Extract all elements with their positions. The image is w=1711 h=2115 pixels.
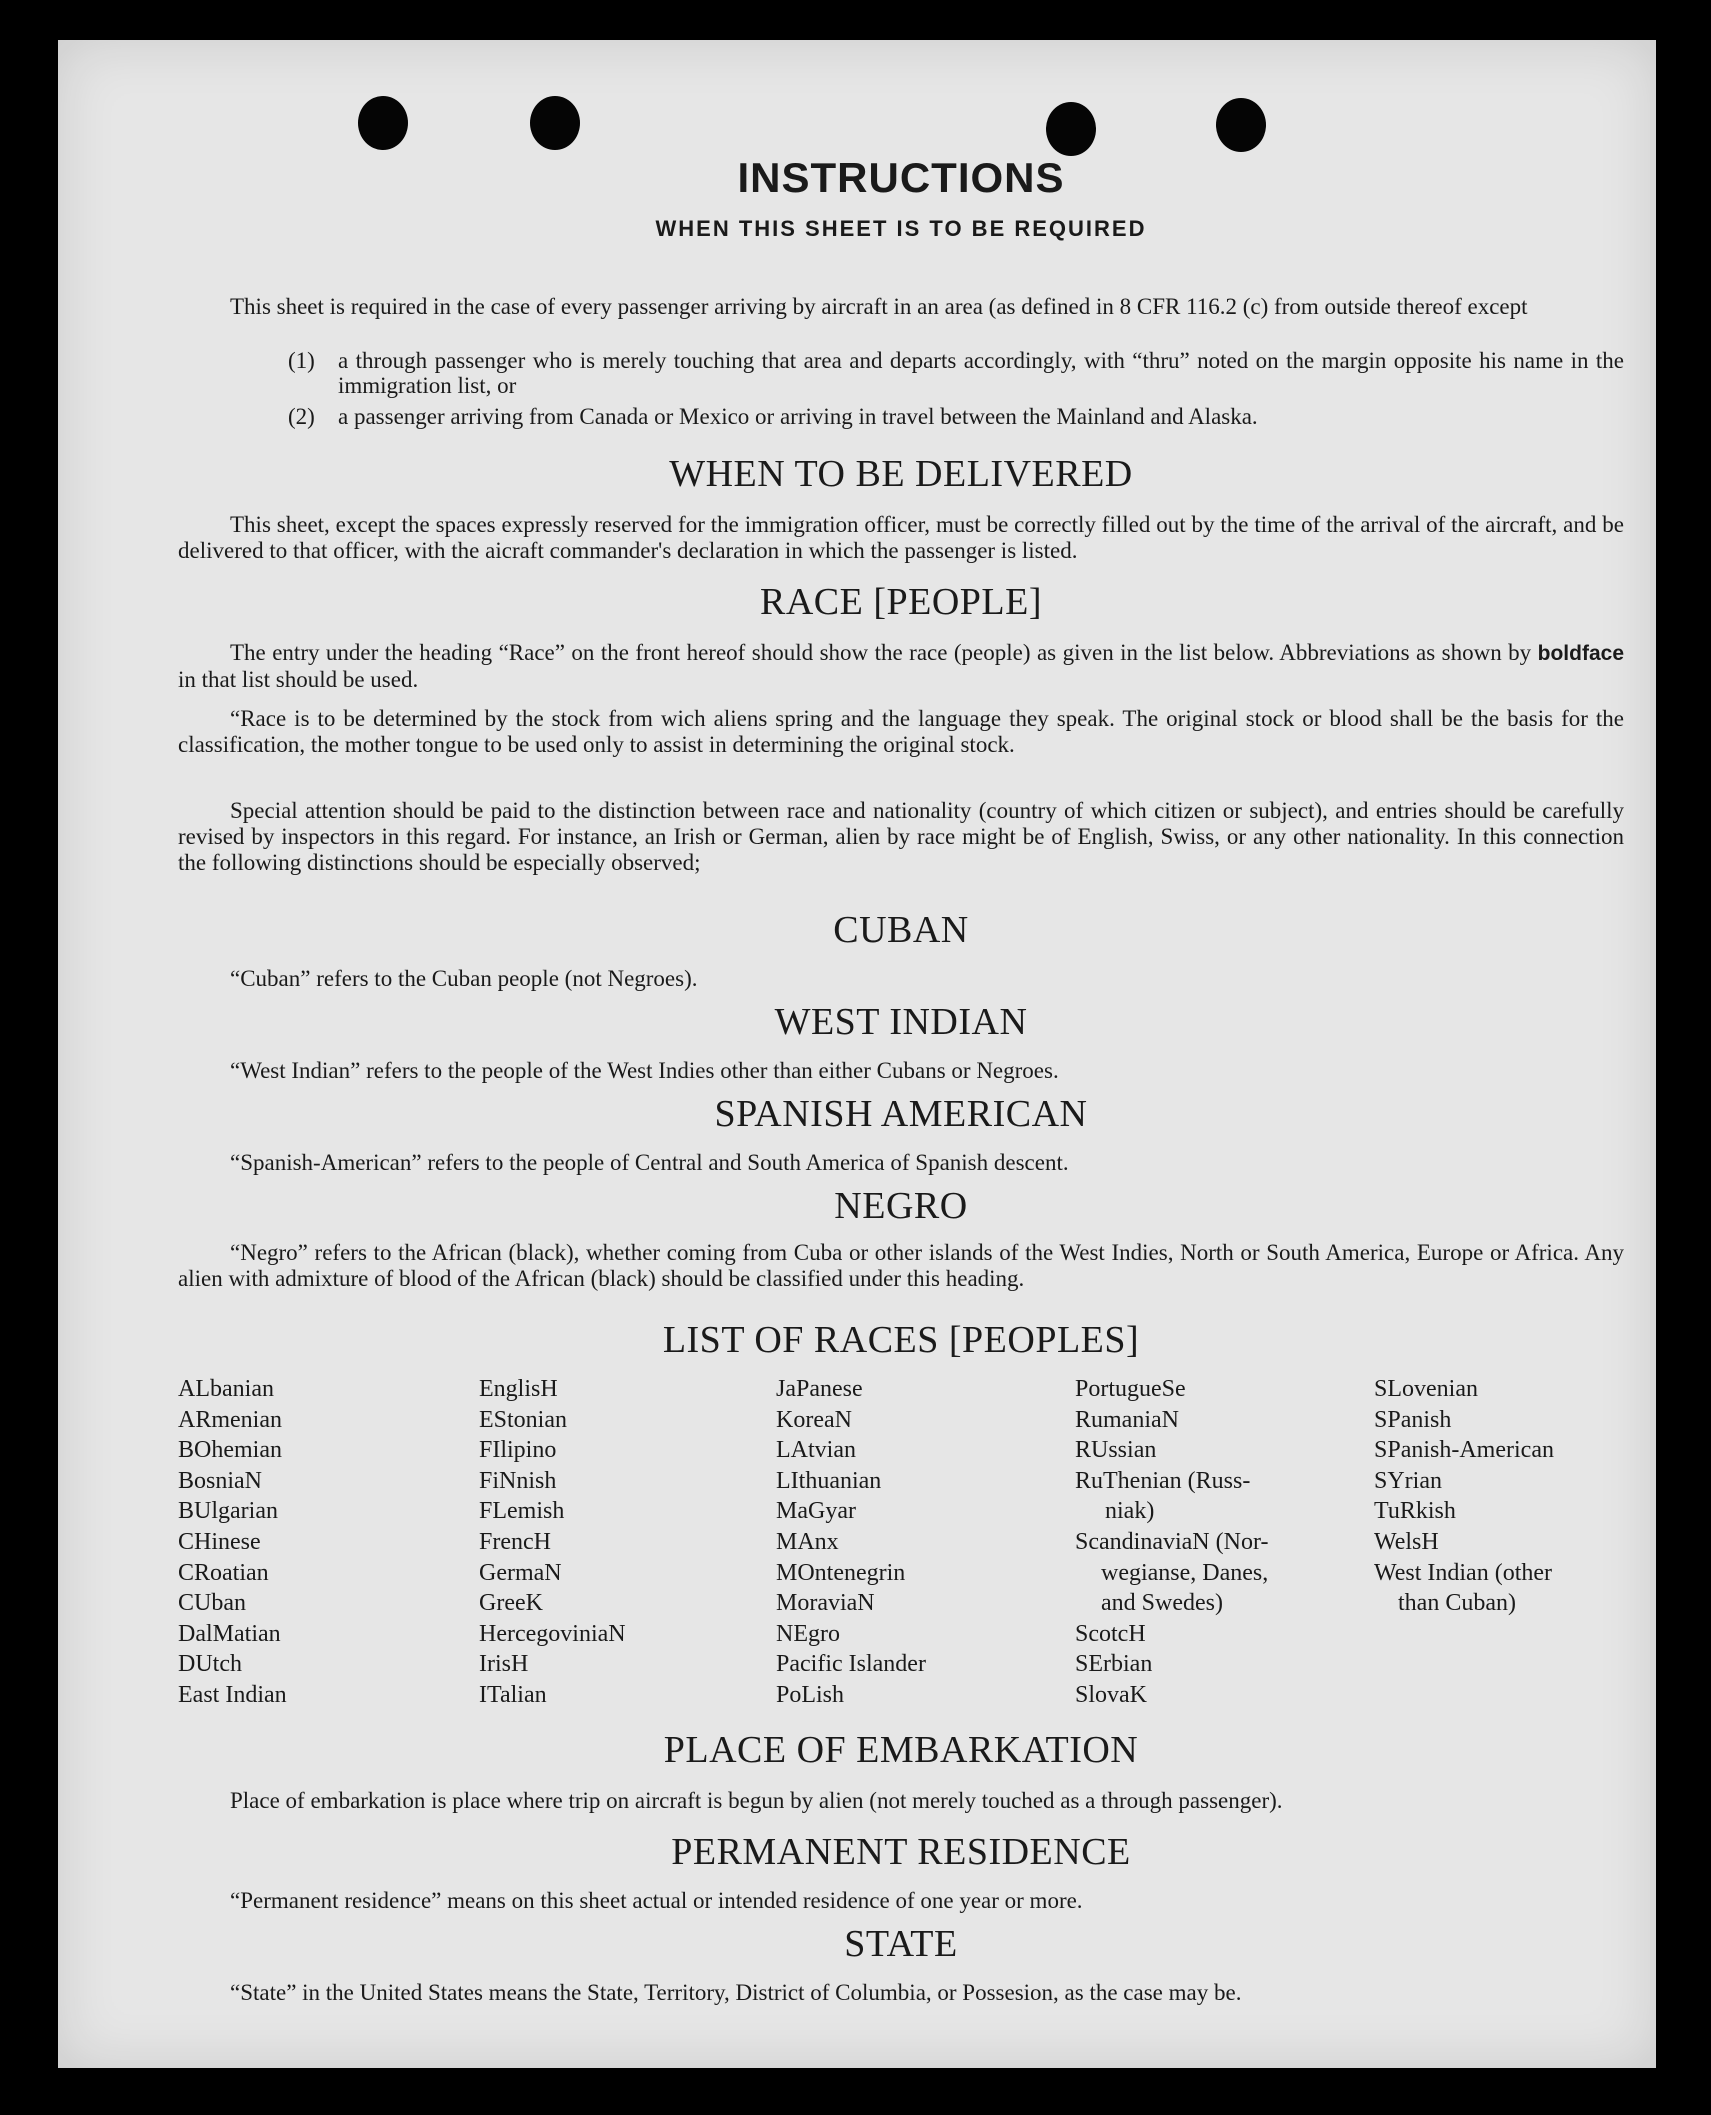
- section-heading-delivered: WHEN TO BE DELIVERED: [669, 453, 1133, 495]
- race-entry: BUlgarian: [178, 1498, 278, 1525]
- punch-hole: [530, 96, 580, 150]
- required-item-1: a through passenger who is merely touching that area and departs accordingly, with “thru” noted on the margin opposite his name in the immigration list, or: [338, 348, 1624, 398]
- race-entry: West Indian (other: [1374, 1559, 1553, 1586]
- state-text: “State” in the United States means the State, Territory, District of Columbia, or Possesion, as the case may be.: [230, 1980, 1242, 2005]
- race-entry: BosniaN: [178, 1467, 262, 1494]
- race-entry: JaPanese: [776, 1376, 863, 1402]
- race-entry: FiNnish: [479, 1467, 557, 1494]
- races-column-5: [1374, 1374, 1554, 1619]
- race-entry: East Indian: [178, 1681, 287, 1708]
- embarkation-text: Place of embarkation is place where trip on aircraft is begun by alien (not merely touched as a through passenger).: [230, 1788, 1283, 1813]
- races-column-1: [178, 1374, 287, 1711]
- race-entry: WelsH: [1374, 1528, 1439, 1555]
- race-entry: ARmenian: [178, 1406, 282, 1433]
- race-entry: LIthuanian: [776, 1467, 882, 1494]
- delivered-text: This sheet, except the spaces expressly reserved for the immigration officer, must be correctly filled out by the time of the arrival of the aircraft, and be delivered to that officer, with the aicraft commander's declaration in which the passenger is listed.: [178, 512, 1624, 563]
- race-entry: SYrian: [1374, 1467, 1442, 1494]
- race-entry: SlovaK: [1075, 1681, 1147, 1708]
- race-entry: Pacific Islander: [776, 1651, 926, 1678]
- race-entry: MoraviaN: [776, 1590, 875, 1617]
- race-entry: MOntenegrin: [776, 1559, 906, 1586]
- race-entry: ITalian: [479, 1681, 547, 1708]
- section-heading-spanish-american: SPANISH AMERICAN: [714, 1093, 1088, 1135]
- race-entry: CUban: [178, 1590, 246, 1617]
- race-entry: ALbanian: [178, 1376, 274, 1402]
- race-entry: RUssian: [1075, 1437, 1157, 1464]
- required-item-2: a passenger arriving from Canada or Mexico or arriving in travel between the Mainland and Alaska.: [338, 404, 1258, 429]
- race-entry: SPanish-American: [1374, 1437, 1554, 1464]
- race-entry: ScotcH: [1075, 1620, 1146, 1647]
- races-column-2: [479, 1374, 626, 1711]
- race-entry: DUtch: [178, 1651, 242, 1678]
- race-entry: wegianse, Danes,: [1101, 1559, 1269, 1586]
- race-entry: SErbian: [1075, 1651, 1153, 1678]
- race-entry: CRoatian: [178, 1559, 269, 1586]
- section-heading-list-of-races: LIST OF RACES [PEOPLES]: [662, 1319, 1140, 1361]
- cuban-text: “Cuban” refers to the Cuban people (not Negroes).: [230, 966, 698, 991]
- race-entry: HercegoviniaN: [479, 1620, 626, 1647]
- race-entry: KoreaN: [776, 1406, 852, 1433]
- race-entry: SPanish: [1374, 1406, 1452, 1433]
- race-entry: GreeK: [479, 1590, 543, 1617]
- race-entry: FLemish: [479, 1498, 565, 1525]
- race-entry: PoLish: [776, 1681, 845, 1708]
- section-heading-embarkation: PLACE OF EMBARKATION: [663, 1729, 1139, 1771]
- section-heading-residence: PERMANENT RESIDENCE: [671, 1831, 1131, 1873]
- race-paragraph-1: The entry under the heading “Race” on the front hereof should show the race (people) as given in the list below. Abbreviations as shown by boldface in that list should be used.: [178, 640, 1625, 692]
- race-entry: RuThenian (Russ-: [1075, 1467, 1251, 1494]
- punch-hole: [358, 96, 408, 150]
- race-entry: IrisH: [479, 1651, 529, 1678]
- section-heading-west-indian: WEST INDIAN: [774, 1001, 1028, 1043]
- section-heading-race: RACE [PEOPLE]: [760, 581, 1042, 623]
- race-entry: EStonian: [479, 1406, 567, 1433]
- required-intro: This sheet is required in the case of every passenger arriving by aircraft in an area (as defined in 8 CFR 116.2 (c) from outside thereof except: [230, 294, 1528, 319]
- race-entry: SLovenian: [1374, 1376, 1478, 1402]
- race-entry: BOhemian: [178, 1437, 282, 1464]
- document-sheet: [58, 40, 1656, 2068]
- punch-hole: [1046, 102, 1096, 156]
- race-entry: PortugueSe: [1075, 1376, 1186, 1402]
- list-item-number: (2): [288, 404, 315, 429]
- section-heading-state: STATE: [844, 1923, 958, 1965]
- west-indian-text: “West Indian” refers to the people of the West Indies other than either Cubans or Negroes.: [230, 1058, 1059, 1083]
- list-item-number: (1): [288, 348, 315, 373]
- page-subtitle: WHEN THIS SHEET IS TO BE REQUIRED: [655, 216, 1147, 241]
- race-entry: DalMatian: [178, 1620, 281, 1647]
- race-entry: EnglisH: [479, 1376, 558, 1402]
- race-entry: and Swedes): [1101, 1590, 1223, 1617]
- section-heading-cuban: CUBAN: [833, 909, 969, 951]
- race-entry: NEgro: [776, 1620, 840, 1647]
- race-paragraph-2: “Race is to be determined by the stock from wich aliens spring and the language they speak. The original stock or blood shall be the basis for the classification, the mother tongue to be used only to assist in determining the original stock.: [178, 706, 1624, 757]
- race-entry: LAtvian: [776, 1437, 856, 1464]
- race-entry: niak): [1105, 1498, 1155, 1525]
- race-entry: MAnx: [776, 1528, 839, 1555]
- races-column-3: [776, 1374, 926, 1711]
- punch-hole: [1216, 98, 1266, 152]
- race-entry: FrencH: [479, 1528, 551, 1555]
- race-entry: GermaN: [479, 1559, 562, 1586]
- spanish-american-text: “Spanish-American” refers to the people of Central and South America of Spanish descent.: [230, 1150, 1069, 1175]
- race-entry: than Cuban): [1398, 1590, 1516, 1617]
- race-entry: MaGyar: [776, 1498, 856, 1525]
- race-entry: RumaniaN: [1075, 1406, 1179, 1433]
- race-paragraph-3: Special attention should be paid to the distinction between race and nationality (country of which citizen or subject), and entries should be carefully revised by inspectors in this regard. For instance, an Irish or German, alien by race might be of English, Swiss, or any other nationality. In this connection the following distinctions should be especially observed;: [178, 798, 1624, 875]
- race-entry: FIlipino: [479, 1437, 557, 1464]
- race-entry: ScandinaviaN (Nor-: [1075, 1528, 1269, 1555]
- negro-text: “Negro” refers to the African (black), whether coming from Cuba or other islands of the West Indies, North or South America, Europe or Africa. Any alien with admixture of blood of the African (black) should be classified under this heading.: [178, 1240, 1624, 1291]
- page-title: INSTRUCTIONS: [737, 154, 1065, 201]
- residence-text: “Permanent residence” means on this sheet actual or intended residence of one year or more.: [230, 1888, 1083, 1913]
- race-entry: TuRkish: [1374, 1498, 1456, 1525]
- section-heading-negro: NEGRO: [834, 1185, 968, 1227]
- race-entry: CHinese: [178, 1528, 261, 1555]
- races-column-4: [1075, 1374, 1268, 1711]
